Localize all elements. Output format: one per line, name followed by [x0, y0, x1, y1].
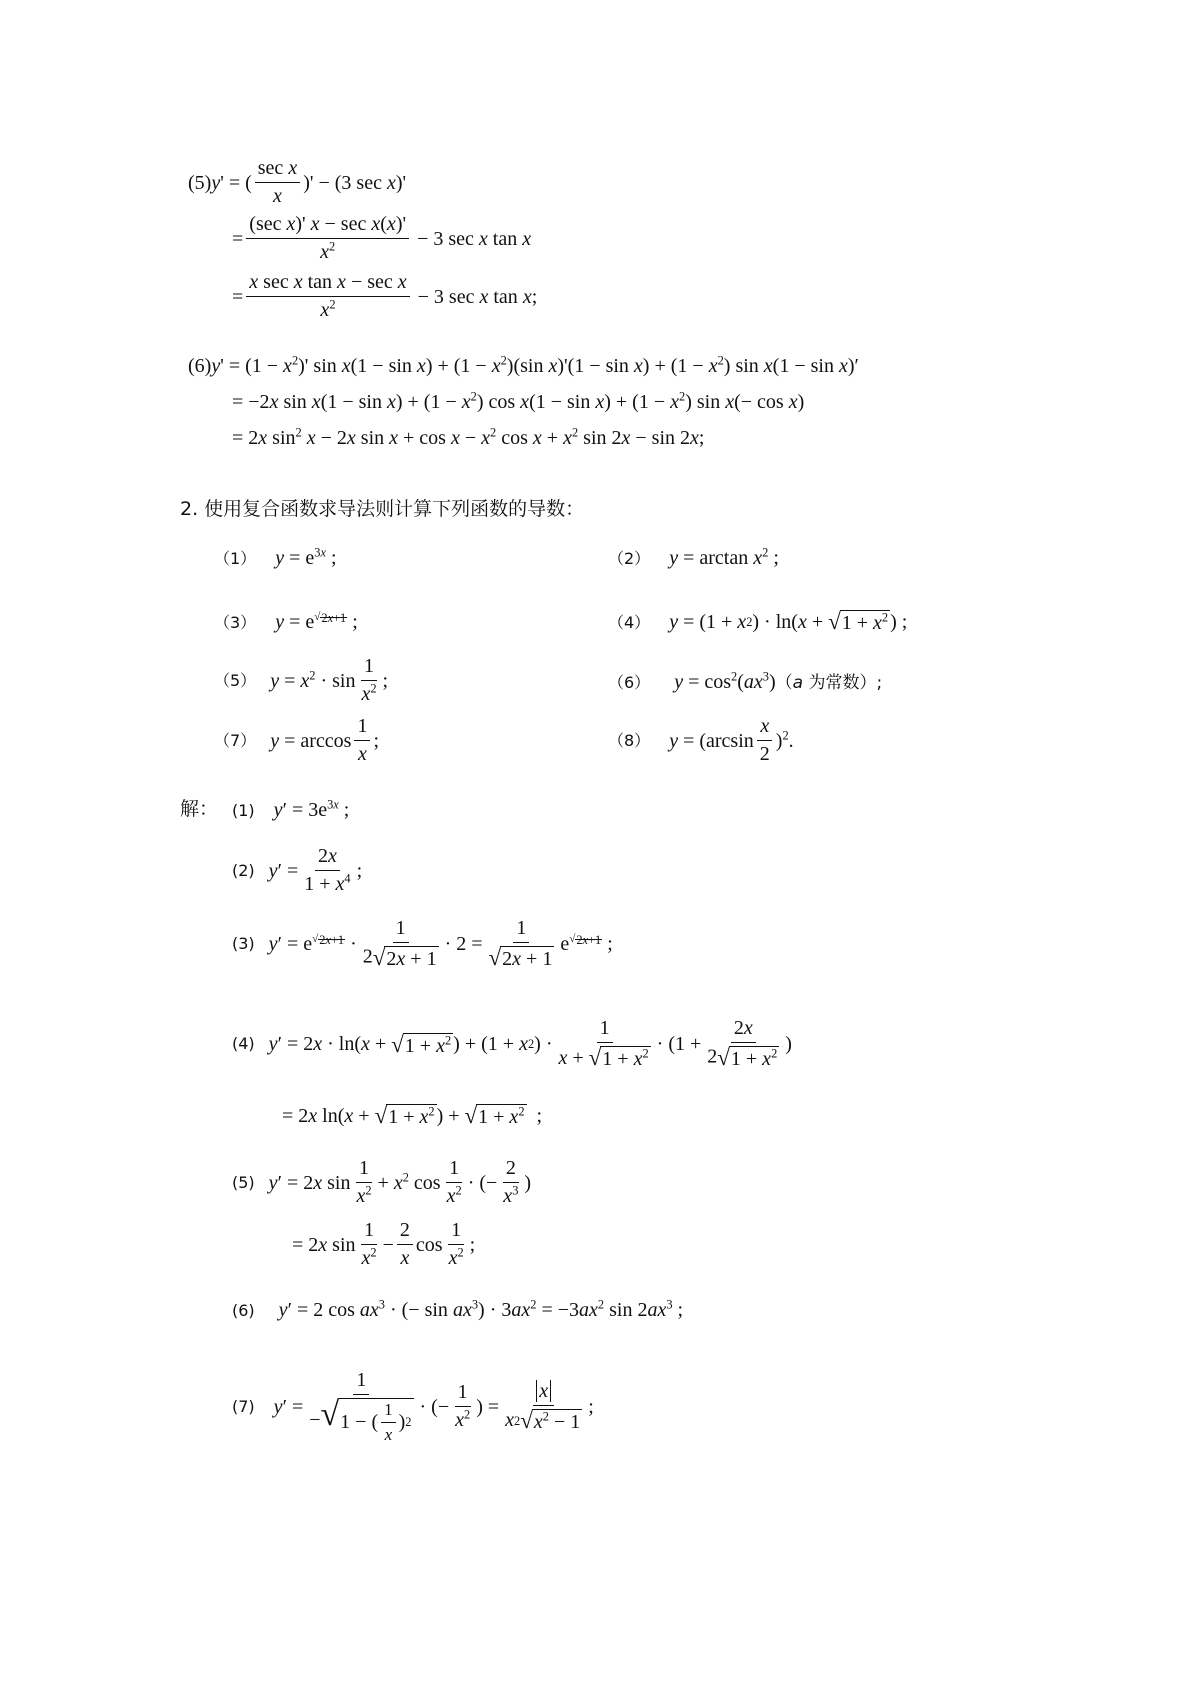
part6-line1: $(6)y' = (1 - x^2)'$ $\sin x(1 - \sin x) + (1 - x^2)(\sin$ $x)'(1 - \sin x) + (1 - x^2)$ sin x(1 − sin x)′ — [188, 353, 859, 377]
solution-3: (3) y′ = e $^{√ 2x+1}$ · 1 2 √ 2x + 1 · 2 = 1 √ 2x + 1 e $^{√ 2x+1}$ ; — [232, 917, 613, 970]
solution-1: (1) $y' = 3e^{3x}$ ; — [232, 797, 350, 821]
problem-2: （2） $y = \arctan x^2$ ; — [608, 545, 779, 569]
section2-heading: 2. 使用复合函数求导法则计算下列函数的导数： — [180, 498, 585, 520]
problem-5: （5） $y = x^2 \cdot \sin$ $\frac{1}{x^2}$ ; — [214, 655, 389, 705]
solutions-heading: 解： — [180, 798, 219, 820]
problem-7: （7） y = arccos $\frac{1}{x}$ ; — [214, 715, 379, 765]
problem-4: （4） y = (1 + x 2 ) · ln( x + √ $1 + x^2$ ) ; — [608, 609, 908, 634]
problem-3: （3） y = e $^{√ 2x+1}$ ; — [214, 611, 358, 633]
part5-line3: = $\frac{\text{x sec x tan x − sec x}}{x^2}$ − 3 sec x tan x; — [232, 271, 538, 321]
part5-block — [188, 158, 406, 207]
solution-2: (2) y′ = $\frac{2x}{1 + x^4}$ ; — [232, 845, 363, 895]
part5-line1: (5)y' = ( $\frac{\text{sec x}}{x}$ )' − (3 sec x)' — [188, 157, 407, 207]
solution-6: (6) y′ = 2 $\cos ax^3$ · (− $\sin ax^3) \cdot 3ax^2 = -3ax^2$ $\sin 2ax^3$ ; — [232, 1297, 684, 1321]
solution-4: (4) y ′ = 2 x · ln( x + √ $1 + x^2$ ) + (1 + x 2 ) · 1 x + √ $1 + x^2$ · (1 + 2x 2 √ $1 + x^2$ ) — [232, 1017, 792, 1070]
problem-8: （8） y = (arcsin $\frac{x}{2}$ )$^2$. — [608, 715, 794, 765]
problem-6: （6） $y = \cos^2(ax^3)(a$ 为常数）; — [608, 669, 883, 693]
part6-line2: = −2x $\sin x(1 - \sin x) + (1 - x^2)$ $\cos x(1 - \sin x) + (1 - x^2)$ sin x(− cos x) — [232, 389, 805, 413]
solution-5-cont: = 2x sin $\frac{1}{x^2}$ − $\frac{2}{x}$ cos $\frac{1}{x^2}$ ; — [292, 1219, 476, 1269]
solution-4-cont: = 2 x ln( x + √ $1 + x^2$ ) + √ $1 + x^2$ ; — [282, 1103, 543, 1128]
problem-1: （1） $y = e^{3x}$ ; — [214, 545, 337, 569]
part6-line3: = 2x $\sin^2 x - 2x$ $\sin x + \cos x - x^2$ $\cos x + x^2$ sin 2x − sin 2x; — [232, 425, 705, 449]
part5-line2: = $\frac{\text{(sec x)' x − sec x(x)'}}{x^2}$ − 3 sec x tan x — [232, 213, 532, 263]
solution-5: (5) y′ = 2x sin $\frac{1}{x^2}$ + $x^2$ cos $\frac{1}{x^2}$ · (− $\frac{2}{x^3}$ ) — [232, 1157, 532, 1207]
solution-7: (7) y′ = 1 − √ 1 − ( $\frac{1}{x}$ ) 2 · (− $\frac{1}{x^2}$ ) = x x 2 √ $x^2 - 1$ ; — [232, 1369, 594, 1444]
